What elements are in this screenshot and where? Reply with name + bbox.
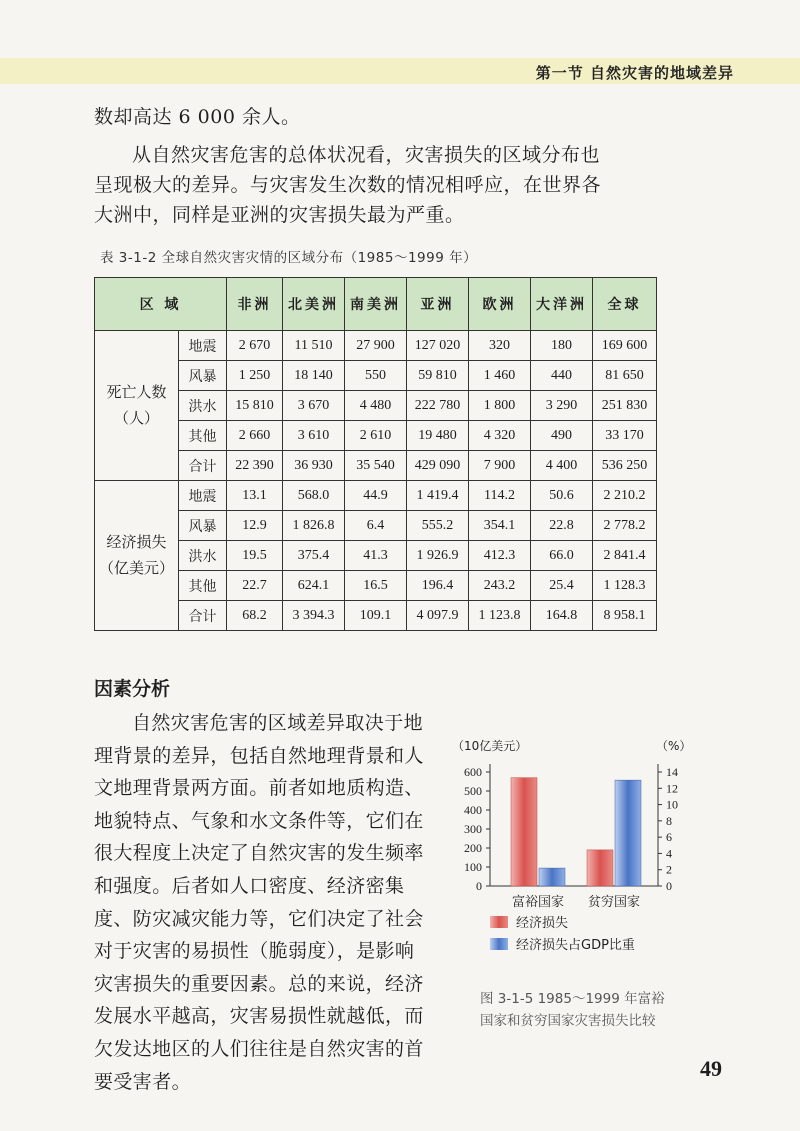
table-cell: 1 123.8 — [469, 601, 531, 631]
header-col: 全球 — [593, 278, 657, 331]
table-cell: 44.9 — [345, 481, 407, 511]
section-title: 因素分析 — [94, 678, 171, 700]
table-cell: 2 610 — [345, 421, 407, 451]
table-row — [95, 451, 657, 481]
right-tick-label: 8 — [666, 813, 672, 828]
header-col: 南美洲 — [345, 278, 407, 331]
figure-caption-line1: 图 3-1-5 1985～1999 年富裕 — [480, 991, 665, 1007]
table-cell: 624.1 — [283, 571, 345, 601]
table-cell: 3 670 — [283, 391, 345, 421]
right-tick-label: 10 — [666, 797, 678, 812]
table-row — [95, 481, 657, 511]
table-cell: 2 210.2 — [593, 481, 657, 511]
table-cell: 568.0 — [283, 481, 345, 511]
table-cell: 13.1 — [227, 481, 283, 511]
legend-swatch-loss — [490, 916, 508, 928]
table-cell: 536 250 — [593, 451, 657, 481]
table-row — [95, 421, 657, 451]
intro-text — [94, 102, 614, 230]
table-cell: 550 — [345, 361, 407, 391]
section-paragraph-wrap — [94, 707, 424, 1098]
left-tick-label: 0 — [476, 879, 482, 893]
table-cell: 555.2 — [407, 511, 469, 541]
table-cell: 243.2 — [469, 571, 531, 601]
table-cell: 3 290 — [531, 391, 593, 421]
left-tick-label: 400 — [464, 803, 482, 817]
table-row — [95, 541, 657, 571]
legend-label-loss: 经济损失 — [516, 916, 569, 931]
right-axis-label: （%） — [656, 739, 692, 753]
table-cell: 41.3 — [345, 541, 407, 571]
group-label-line1: 经济损失 — [106, 534, 167, 551]
header-col: 大洋洲 — [531, 278, 593, 331]
group-label — [95, 331, 179, 481]
left-tick-label: 600 — [464, 765, 482, 779]
row-type: 风暴 — [179, 511, 227, 541]
table-cell: 11 510 — [283, 331, 345, 361]
bar-economic-loss — [511, 778, 537, 886]
table-cell: 1 419.4 — [407, 481, 469, 511]
table-cell: 59 810 — [407, 361, 469, 391]
table-cell: 22.7 — [227, 571, 283, 601]
legend-label-gdp: 经济损失占GDP比重 — [516, 938, 635, 953]
table-cell: 1 460 — [469, 361, 531, 391]
table-cell: 7 900 — [469, 451, 531, 481]
table-row — [95, 511, 657, 541]
left-tick-label: 200 — [464, 841, 482, 855]
group-label-line2: （亿美元） — [98, 560, 174, 577]
table-cell: 3 394.3 — [283, 601, 345, 631]
table-cell: 68.2 — [227, 601, 283, 631]
intro-paragraph: 从自然灾害危害的总体状况看，灾害损失的区域分布也呈现极大的差异。与灾害发生次数的情况相呼应，在世界各大洲中，同样是亚洲的灾害损失最为严重。 — [94, 144, 602, 226]
right-tick-label: 6 — [666, 830, 672, 845]
table-header-row — [95, 278, 657, 331]
right-tick-label: 14 — [666, 765, 678, 779]
header-col: 欧洲 — [469, 278, 531, 331]
table-cell: 4 480 — [345, 391, 407, 421]
table-cell: 222 780 — [407, 391, 469, 421]
table-cell: 1 926.9 — [407, 541, 469, 571]
header-col: 北美洲 — [283, 278, 345, 331]
table-cell: 66.0 — [531, 541, 593, 571]
table-cell: 35 540 — [345, 451, 407, 481]
row-type: 其他 — [179, 571, 227, 601]
table-cell: 440 — [531, 361, 593, 391]
table-cell: 127 020 — [407, 331, 469, 361]
table-cell: 8 958.1 — [593, 601, 657, 631]
row-type: 其他 — [179, 421, 227, 451]
table-cell: 180 — [531, 331, 593, 361]
table-row — [95, 361, 657, 391]
table-row — [95, 601, 657, 631]
row-type: 地震 — [179, 481, 227, 511]
row-type: 地震 — [179, 331, 227, 361]
table-caption: 表 3-1-2 全球自然灾害灾情的区域分布（1985～1999 年） — [100, 250, 478, 266]
table-cell: 320 — [469, 331, 531, 361]
bar-economic-loss — [587, 850, 613, 886]
group-label-line1: 死亡人数 — [106, 384, 167, 401]
row-type: 风暴 — [179, 361, 227, 391]
table-cell: 196.4 — [407, 571, 469, 601]
table-cell: 412.3 — [469, 541, 531, 571]
disaster-table — [94, 277, 657, 631]
bar-gdp-ratio — [615, 780, 641, 886]
row-type: 合计 — [179, 601, 227, 631]
table-cell: 354.1 — [469, 511, 531, 541]
table-cell: 164.8 — [531, 601, 593, 631]
row-type: 洪水 — [179, 541, 227, 571]
table-cell: 22.8 — [531, 511, 593, 541]
table-cell: 109.1 — [345, 601, 407, 631]
table-cell: 429 090 — [407, 451, 469, 481]
bar-chart — [446, 728, 706, 958]
table-cell: 25.4 — [531, 571, 593, 601]
table-cell: 1 250 — [227, 361, 283, 391]
table-cell: 36 930 — [283, 451, 345, 481]
page-number: 49 — [700, 1056, 722, 1081]
table-row — [95, 331, 657, 361]
right-tick-label: 4 — [666, 846, 672, 861]
section-paragraph: 自然灾害危害的区域差异取决于地理背景的差异，包括自然地理背景和人文地理背景两方面。前者如地质构造、地貌特点、气象和水文条件等，它们在很大程度上决定了自然灾害的发生频率和强度。后者如人口密度、经济密集度、防灾减灾能力等，它们决定了社会对于灾害的易损性（脆弱度），是影响灾害损失的重要因素。总的来说，经济发展水平越高，灾害易损性就越低，而欠发达地区的人们往往是自然灾害的首要受害者。 — [94, 712, 424, 1093]
table-cell: 19 480 — [407, 421, 469, 451]
row-type: 洪水 — [179, 391, 227, 421]
table-cell: 4 400 — [531, 451, 593, 481]
group-label — [95, 481, 179, 631]
table-cell: 1 826.8 — [283, 511, 345, 541]
table-cell: 169 600 — [593, 331, 657, 361]
chart-container — [446, 728, 706, 958]
table-cell: 114.2 — [469, 481, 531, 511]
table-cell: 33 170 — [593, 421, 657, 451]
table-cell: 81 650 — [593, 361, 657, 391]
right-tick-label: 0 — [666, 879, 672, 893]
table-cell: 16.5 — [345, 571, 407, 601]
left-tick-label: 500 — [464, 784, 482, 798]
header-col: 亚洲 — [407, 278, 469, 331]
table-cell: 4 097.9 — [407, 601, 469, 631]
bar-gdp-ratio — [539, 868, 565, 886]
table-cell: 375.4 — [283, 541, 345, 571]
table-cell: 1 128.3 — [593, 571, 657, 601]
header-col: 非洲 — [227, 278, 283, 331]
table-cell: 6.4 — [345, 511, 407, 541]
table-cell: 2 778.2 — [593, 511, 657, 541]
header-region: 区 域 — [95, 278, 227, 331]
table-cell: 251 830 — [593, 391, 657, 421]
group-label-line2: （人） — [113, 410, 159, 427]
x-category-label: 富裕国家 — [511, 895, 565, 910]
table-cell: 18 140 — [283, 361, 345, 391]
figure-caption-line2: 国家和贫穷国家灾害损失比较 — [480, 1013, 656, 1029]
table-row — [95, 571, 657, 601]
left-tick-label: 100 — [464, 860, 482, 874]
table-cell: 4 320 — [469, 421, 531, 451]
table-cell: 2 670 — [227, 331, 283, 361]
table-cell: 490 — [531, 421, 593, 451]
table-row — [95, 391, 657, 421]
right-tick-label: 12 — [666, 781, 678, 796]
table-cell: 2 660 — [227, 421, 283, 451]
legend-swatch-gdp — [490, 938, 508, 950]
table-cell: 19.5 — [227, 541, 283, 571]
x-category-label: 贫穷国家 — [587, 895, 641, 910]
table-cell: 2 841.4 — [593, 541, 657, 571]
intro-line: 数却高达 6 000 余人。 — [94, 106, 301, 128]
right-tick-label: 2 — [666, 862, 672, 877]
table-cell: 3 610 — [283, 421, 345, 451]
table-cell: 50.6 — [531, 481, 593, 511]
table-cell: 15 810 — [227, 391, 283, 421]
left-axis-label: （10亿美元） — [452, 739, 528, 753]
table-cell: 1 800 — [469, 391, 531, 421]
chapter-header: 第一节 自然灾害的地域差异 — [535, 64, 734, 82]
left-tick-label: 300 — [464, 822, 482, 836]
figure-caption — [480, 988, 720, 1032]
row-type: 合计 — [179, 451, 227, 481]
table-cell: 22 390 — [227, 451, 283, 481]
table-cell: 12.9 — [227, 511, 283, 541]
table-cell: 27 900 — [345, 331, 407, 361]
